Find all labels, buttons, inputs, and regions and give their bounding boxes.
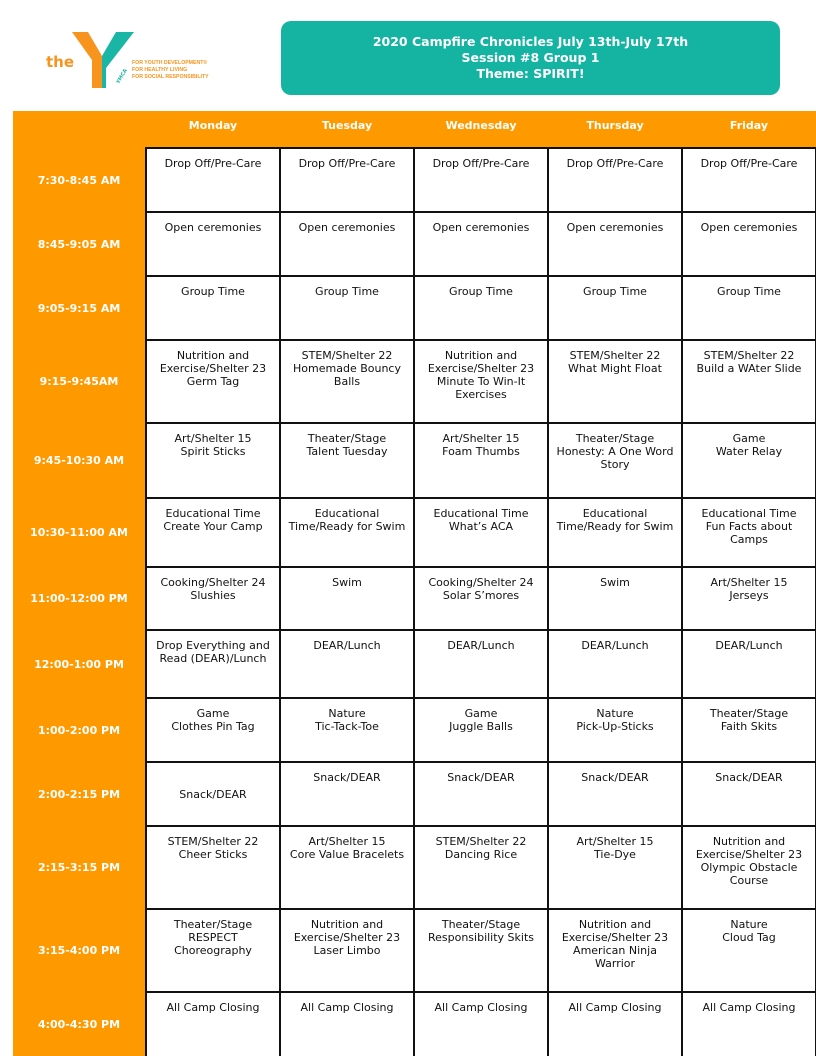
- title-line-2: Session #8 Group 1: [461, 50, 600, 65]
- activity-text: Drop Off/Pre-Care: [432, 157, 530, 170]
- activity-text: All Camp Closing: [300, 1001, 394, 1014]
- activity-text: Art/Shelter 15: [710, 576, 788, 589]
- schedule-cell-wednesday: [415, 424, 547, 497]
- activity-text: STEM/Shelter 22: [569, 349, 661, 362]
- activity-text: Art/Shelter 15: [174, 432, 252, 445]
- title-line-1: 2020 Campfire Chronicles July 13th-July 17th: [372, 34, 689, 49]
- activity-text: Tic-Tack-Toe: [315, 720, 379, 733]
- schedule-cell-monday: [147, 424, 279, 497]
- schedule-cell-thursday: [549, 910, 681, 991]
- activity-text: Solar S’mores: [442, 589, 520, 602]
- schedule-cell-monday: [147, 149, 279, 211]
- activity-text: American Ninja: [573, 944, 657, 957]
- activity-text: Open ceremonies: [164, 221, 262, 234]
- logo-word: the: [46, 53, 75, 71]
- schedule-cell-wednesday: [415, 763, 547, 825]
- time-slot-label: 3:15-4:00 PM: [37, 944, 121, 957]
- schedule-cell-wednesday: [415, 631, 547, 697]
- schedule-cell-tuesday: [281, 993, 413, 1056]
- activity-text: Nutrition and: [578, 918, 652, 931]
- activity-text: Swim: [332, 576, 362, 589]
- schedule-cell-thursday: [549, 149, 681, 211]
- activity-text: Nutrition and: [712, 835, 786, 848]
- schedule-cell-thursday: [549, 699, 681, 761]
- schedule-cell-wednesday: [415, 827, 547, 908]
- activity-text: Clothes Pin Tag: [171, 720, 255, 733]
- schedule-cell-wednesday: [415, 213, 547, 275]
- activity-text: Build a WAter Slide: [696, 362, 802, 375]
- activity-text: Educational Time: [165, 507, 261, 520]
- activity-text: Educational: [314, 507, 380, 520]
- schedule-cell-wednesday: [415, 568, 547, 629]
- day-header-friday: Friday: [729, 119, 769, 132]
- time-slot-label: 10:30-11:00 AM: [30, 526, 128, 539]
- activity-text: Homemade Bouncy: [293, 362, 401, 375]
- activity-text: STEM/Shelter 22: [703, 349, 795, 362]
- activity-text: Theater/Stage: [709, 707, 789, 720]
- tagline-line: FOR HEALTHY LIVING: [132, 67, 188, 73]
- activity-text: All Camp Closing: [434, 1001, 528, 1014]
- schedule-table: [13, 111, 816, 1056]
- activity-text: Snack/DEAR: [715, 771, 783, 784]
- activity-text: Cloud Tag: [722, 931, 776, 944]
- activity-text: Game: [464, 707, 498, 720]
- activity-text: Time/Ready for Swim: [556, 520, 674, 533]
- schedule-cell-thursday: [549, 499, 681, 566]
- activity-text: What’s ACA: [448, 520, 514, 533]
- activity-text: DEAR/Lunch: [581, 639, 649, 652]
- schedule-cell-tuesday: [281, 149, 413, 211]
- schedule-cell-wednesday: [415, 341, 547, 422]
- activity-text: Group Time: [583, 285, 647, 298]
- schedule-cell-monday: [147, 910, 279, 991]
- schedule-cell-wednesday: [415, 149, 547, 211]
- tagline-line: FOR SOCIAL RESPONSIBILITY: [132, 74, 209, 80]
- activity-text: Nutrition and: [176, 349, 250, 362]
- activity-text: Nutrition and: [310, 918, 384, 931]
- activity-text: Core Value Bracelets: [289, 848, 405, 861]
- activity-text: Choreography: [174, 944, 252, 957]
- time-slot-label: 7:30-8:45 AM: [37, 173, 121, 187]
- activity-text: Art/Shelter 15: [442, 432, 520, 445]
- activity-text: Germ Tag: [186, 375, 240, 388]
- schedule-cell-thursday: [549, 424, 681, 497]
- schedule-cell-monday: [147, 499, 279, 566]
- activity-text: Nature: [730, 918, 768, 931]
- activity-text: Exercise/Shelter 23: [695, 848, 803, 861]
- activity-text: Cheer Sticks: [178, 848, 248, 861]
- activity-text: Water Relay: [715, 445, 783, 458]
- activity-text: Group Time: [315, 285, 379, 298]
- time-slot-label: 2:15-3:15 PM: [37, 861, 121, 874]
- activity-text: All Camp Closing: [702, 1001, 796, 1014]
- time-slot-label: 4:00-4:30 PM: [37, 1018, 121, 1031]
- schedule-cell-tuesday: [281, 827, 413, 908]
- activity-text: Group Time: [181, 285, 245, 298]
- activity-text: Exercises: [455, 388, 507, 401]
- schedule-cell-thursday: [549, 631, 681, 697]
- schedule-cell-friday: [683, 993, 815, 1056]
- activity-text: Exercise/Shelter 23: [427, 362, 535, 375]
- activity-text: Game: [196, 707, 230, 720]
- activity-text: Exercise/Shelter 23: [293, 931, 401, 944]
- schedule-cell-monday: [147, 631, 279, 697]
- activity-text: Drop Off/Pre-Care: [700, 157, 798, 170]
- activity-text: Talent Tuesday: [306, 445, 388, 458]
- schedule-cell-friday: [683, 149, 815, 211]
- activity-text: DEAR/Lunch: [715, 639, 783, 652]
- activity-text: Exercise/Shelter 23: [159, 362, 267, 375]
- day-header-thursday: Thursday: [586, 119, 644, 132]
- day-header-tuesday: Tuesday: [321, 119, 373, 132]
- schedule-cell-thursday: [549, 827, 681, 908]
- tagline-line: FOR YOUTH DEVELOPMENT®: [132, 60, 208, 66]
- activity-text: Course: [729, 874, 769, 887]
- schedule-cell-monday: [147, 699, 279, 761]
- activity-text: Open ceremonies: [700, 221, 798, 234]
- activity-text: STEM/Shelter 22: [167, 835, 259, 848]
- activity-text: Cooking/Shelter 24: [428, 576, 534, 589]
- schedule-cell-thursday: [549, 277, 681, 339]
- day-header-wednesday: Wednesday: [445, 119, 517, 132]
- schedule-cell-friday: [683, 341, 815, 422]
- activity-text: Snack/DEAR: [447, 771, 515, 784]
- schedule-cell-friday: [683, 827, 815, 908]
- logo-tagline: [132, 60, 242, 81]
- time-slot-label: 12:00-1:00 PM: [34, 657, 124, 671]
- schedule-cell-tuesday: [281, 568, 413, 629]
- activity-text: Warrior: [594, 957, 636, 970]
- schedule-cell-tuesday: [281, 631, 413, 697]
- activity-text: Balls: [333, 375, 361, 388]
- activity-text: STEM/Shelter 22: [301, 349, 393, 362]
- activity-text: Nutrition and: [444, 349, 518, 362]
- time-slot-label: 9:45-10:30 AM: [33, 454, 125, 467]
- schedule-cell-thursday: [549, 568, 681, 629]
- activity-text: Responsibility Skits: [427, 931, 535, 944]
- schedule-cell-friday: [683, 699, 815, 761]
- activity-text: Theater/Stage: [173, 918, 253, 931]
- schedule-cell-tuesday: [281, 277, 413, 339]
- time-slot-label: 8:45-9:05 AM: [37, 237, 121, 251]
- activity-text: All Camp Closing: [166, 1001, 260, 1014]
- activity-text: DEAR/Lunch: [447, 639, 515, 652]
- activity-text: Swim: [600, 576, 630, 589]
- activity-text: Theater/Stage: [575, 432, 655, 445]
- schedule-cell-tuesday: [281, 499, 413, 566]
- time-slot-label: 9:05-9:15 AM: [37, 301, 121, 315]
- time-slot-label: 11:00-12:00 PM: [30, 592, 128, 605]
- activity-text: Drop Off/Pre-Care: [164, 157, 262, 170]
- time-slot-label: 9:15-9:45AM: [39, 375, 119, 388]
- activity-text: Snack/DEAR: [313, 771, 381, 784]
- activity-text: Exercise/Shelter 23: [561, 931, 669, 944]
- schedule-cell-monday: [147, 993, 279, 1056]
- logo-badge: YMCA: [115, 68, 129, 85]
- schedule-cell-monday: [147, 213, 279, 275]
- schedule-cell-tuesday: [281, 213, 413, 275]
- activity-text: Story: [600, 458, 630, 471]
- activity-text: Educational Time: [701, 507, 797, 520]
- schedule-cell-friday: [683, 277, 815, 339]
- schedule-cell-friday: [683, 213, 815, 275]
- schedule-cell-friday: [683, 499, 815, 566]
- ymca-y-logo-icon: [62, 28, 142, 92]
- activity-text: RESPECT: [188, 931, 238, 944]
- activity-text: Educational: [582, 507, 648, 520]
- time-slot-label: 2:00-2:15 PM: [37, 787, 121, 801]
- activity-text: Jerseys: [729, 589, 769, 602]
- schedule-cell-tuesday: [281, 341, 413, 422]
- schedule-cell-friday: [683, 631, 815, 697]
- schedule-cell-monday: [147, 341, 279, 422]
- schedule-cell-tuesday: [281, 699, 413, 761]
- activity-text: DEAR/Lunch: [313, 639, 381, 652]
- title-banner: [281, 21, 780, 95]
- activity-text: Dancing Rice: [444, 848, 518, 861]
- activity-text: Theater/Stage: [307, 432, 387, 445]
- activity-text: All Camp Closing: [568, 1001, 662, 1014]
- activity-text: Minute To Win-It: [436, 375, 526, 388]
- title-line-3: Theme: SPIRIT!: [476, 66, 585, 81]
- activity-text: Honesty: A One Word: [556, 445, 674, 458]
- schedule-cell-wednesday: [415, 499, 547, 566]
- schedule-cell-monday: [147, 277, 279, 339]
- schedule-cell-friday: [683, 424, 815, 497]
- activity-text: Educational Time: [433, 507, 529, 520]
- activity-text: Pick-Up-Sticks: [576, 720, 654, 733]
- activity-text: Group Time: [449, 285, 513, 298]
- activity-text: Slushies: [190, 589, 236, 602]
- schedule-cell-monday: [147, 568, 279, 629]
- activity-text: Snack/DEAR: [179, 787, 247, 801]
- day-header-monday: Monday: [188, 119, 238, 132]
- schedule-cell-thursday: [549, 341, 681, 422]
- schedule-cell-thursday: [549, 993, 681, 1056]
- schedule-cell-wednesday: [415, 993, 547, 1056]
- time-slot-label: 1:00-2:00 PM: [37, 723, 121, 737]
- activity-text: Tie-Dye: [594, 848, 636, 861]
- activity-text: Theater/Stage: [441, 918, 521, 931]
- activity-text: Faith Skits: [720, 720, 778, 733]
- activity-text: Camps: [730, 533, 768, 546]
- activity-text: What Might Float: [568, 362, 662, 375]
- activity-text: Drop Everything and: [156, 639, 270, 652]
- activity-text: Group Time: [717, 285, 781, 298]
- activity-text: Fun Facts about: [705, 520, 793, 533]
- schedule-cell-monday: [147, 827, 279, 908]
- schedule-cell-wednesday: [415, 910, 547, 991]
- activity-text: Art/Shelter 15: [576, 835, 654, 848]
- schedule-grid: [145, 147, 816, 1056]
- activity-text: Create Your Camp: [163, 520, 263, 533]
- activity-text: Game: [732, 432, 766, 445]
- activity-text: Drop Off/Pre-Care: [298, 157, 396, 170]
- activity-text: Open ceremonies: [432, 221, 530, 234]
- activity-text: Nature: [328, 707, 366, 720]
- activity-text: Drop Off/Pre-Care: [566, 157, 664, 170]
- activity-text: Snack/DEAR: [581, 771, 649, 784]
- schedule-cell-tuesday: [281, 763, 413, 825]
- activity-text: Spirit Sticks: [180, 445, 246, 458]
- activity-text: Read (DEAR)/Lunch: [159, 652, 267, 665]
- schedule-cell-tuesday: [281, 424, 413, 497]
- activity-text: Juggle Balls: [449, 720, 513, 733]
- schedule-cell-thursday: [549, 763, 681, 825]
- schedule-cell-wednesday: [415, 277, 547, 339]
- ymca-logo: [40, 26, 230, 96]
- activity-text: Laser Limbo: [313, 944, 381, 957]
- activity-text: Time/Ready for Swim: [288, 520, 406, 533]
- schedule-cell-tuesday: [281, 910, 413, 991]
- activity-text: Nature: [596, 707, 634, 720]
- schedule-cell-friday: [683, 910, 815, 991]
- activity-text: Foam Thumbs: [442, 445, 520, 458]
- activity-text: Open ceremonies: [566, 221, 664, 234]
- schedule-cell-thursday: [549, 213, 681, 275]
- activity-text: Cooking/Shelter 24: [160, 576, 266, 589]
- activity-text: Olympic Obstacle: [700, 861, 798, 874]
- activity-text: STEM/Shelter 22: [435, 835, 527, 848]
- schedule-cell-friday: [683, 568, 815, 629]
- schedule-cell-wednesday: [415, 699, 547, 761]
- activity-text: Art/Shelter 15: [308, 835, 386, 848]
- schedule-cell-friday: [683, 763, 815, 825]
- schedule-cell-monday: [147, 763, 279, 825]
- activity-text: Open ceremonies: [298, 221, 396, 234]
